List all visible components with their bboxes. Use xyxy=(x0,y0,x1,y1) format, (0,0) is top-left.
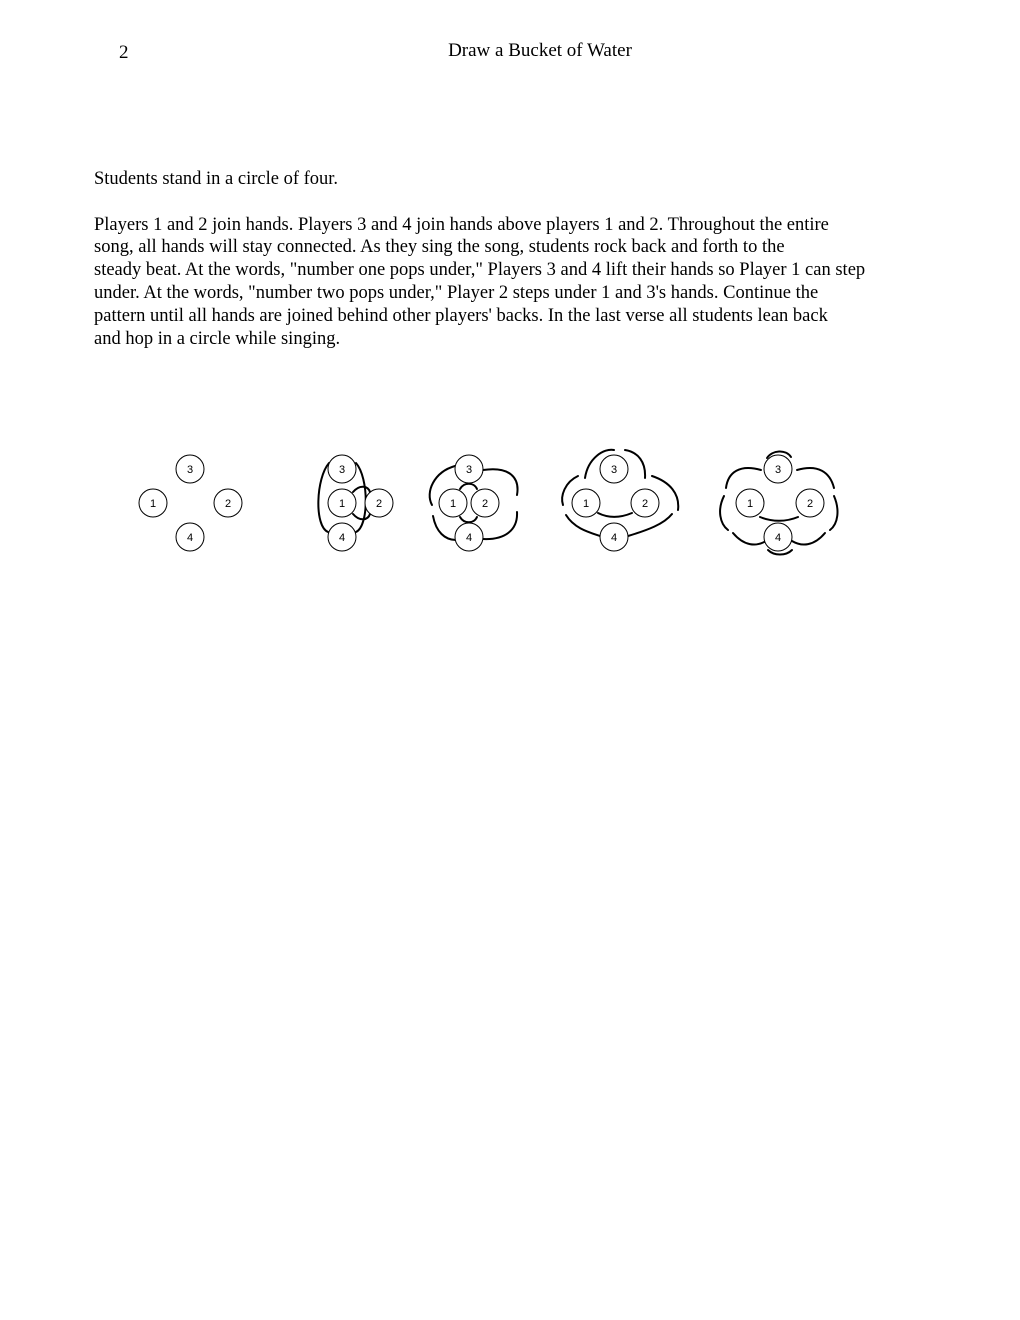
svg-text:4: 4 xyxy=(338,532,346,544)
formation-diagrams-svg xyxy=(0,440,1020,570)
page-title: Draw a Bucket of Water xyxy=(448,40,632,61)
svg-text:4: 4 xyxy=(465,532,473,544)
arm-link xyxy=(598,513,632,517)
svg-text:3: 3 xyxy=(338,464,346,476)
arm-link xyxy=(830,496,837,530)
svg-text:1: 1 xyxy=(449,498,457,510)
svg-text:3: 3 xyxy=(186,464,194,476)
player-4 xyxy=(600,523,628,551)
svg-text:3: 3 xyxy=(465,464,473,476)
player-4 xyxy=(455,523,483,551)
arm-link xyxy=(720,496,728,530)
svg-text:4: 4 xyxy=(610,532,618,544)
formation-diagram-3 xyxy=(430,455,518,551)
arm-link xyxy=(356,463,366,532)
page-number: 2 xyxy=(119,42,129,63)
svg-text:4: 4 xyxy=(186,532,194,544)
arm-link xyxy=(318,463,329,532)
svg-text:2: 2 xyxy=(641,498,649,510)
player-4 xyxy=(176,523,204,551)
player-1 xyxy=(328,489,356,517)
player-2 xyxy=(631,489,659,517)
arm-link xyxy=(433,516,456,540)
svg-text:2: 2 xyxy=(375,498,383,510)
arm-link xyxy=(460,484,477,489)
player-1 xyxy=(736,489,764,517)
svg-text:4: 4 xyxy=(774,532,782,544)
instructions-line: Players 1 and 2 join hands. Players 3 and 4 join hands above players 1 and 2. Throughout the entire xyxy=(94,214,829,235)
player-3 xyxy=(600,455,628,483)
instructions-line: and hop in a circle while singing. xyxy=(94,328,341,349)
player-1 xyxy=(439,489,467,517)
svg-text:2: 2 xyxy=(224,498,232,510)
svg-text:2: 2 xyxy=(481,498,489,510)
arm-link xyxy=(733,533,766,545)
player-2 xyxy=(214,489,242,517)
player-3 xyxy=(176,455,204,483)
player-1 xyxy=(139,489,167,517)
player-1 xyxy=(572,489,600,517)
svg-text:2: 2 xyxy=(806,498,814,510)
formation-diagram-5 xyxy=(720,451,837,554)
formation-diagram-4 xyxy=(562,450,678,551)
arm-link xyxy=(353,487,370,492)
arm-link xyxy=(566,515,600,536)
instructions-line: song, all hands will stay connected. As they sing the song, students rock back and forth to the xyxy=(94,237,785,258)
player-3 xyxy=(764,455,792,483)
formation-diagram-2 xyxy=(318,455,393,551)
instructions-line: under. At the words, "number two pops under," Player 2 steps under 1 and 3's hands. Continue the xyxy=(94,282,819,303)
svg-text:1: 1 xyxy=(149,498,157,510)
arm-link xyxy=(726,468,761,488)
arm-link xyxy=(353,514,370,519)
svg-text:3: 3 xyxy=(610,464,618,476)
formation-diagrams xyxy=(0,440,1020,570)
svg-text:1: 1 xyxy=(746,498,754,510)
formation-diagram-1 xyxy=(139,455,242,551)
player-3 xyxy=(328,455,356,483)
player-2 xyxy=(471,489,499,517)
player-2 xyxy=(796,489,824,517)
arm-link xyxy=(797,468,834,488)
player-2 xyxy=(365,489,393,517)
body-text xyxy=(94,168,954,350)
svg-text:1: 1 xyxy=(338,498,346,510)
player-4 xyxy=(328,523,356,551)
player-4 xyxy=(764,523,792,551)
intro-paragraph: Students stand in a circle of four. xyxy=(94,169,339,189)
instructions-paragraph xyxy=(94,214,954,351)
svg-text:3: 3 xyxy=(774,464,782,476)
arm-link xyxy=(792,533,825,545)
arm-link xyxy=(625,450,645,478)
instructions-line: pattern until all hands are joined behind other players' backs. In the last verse all students lean back xyxy=(94,305,828,326)
arm-link xyxy=(628,514,672,536)
instructions-line: steady beat. At the words, "number one pops under," Players 3 and 4 lift their hands so Player 1 can step xyxy=(94,260,866,281)
player-3 xyxy=(455,455,483,483)
arm-link xyxy=(460,517,477,522)
svg-text:1: 1 xyxy=(582,498,590,510)
arm-link xyxy=(760,517,798,521)
